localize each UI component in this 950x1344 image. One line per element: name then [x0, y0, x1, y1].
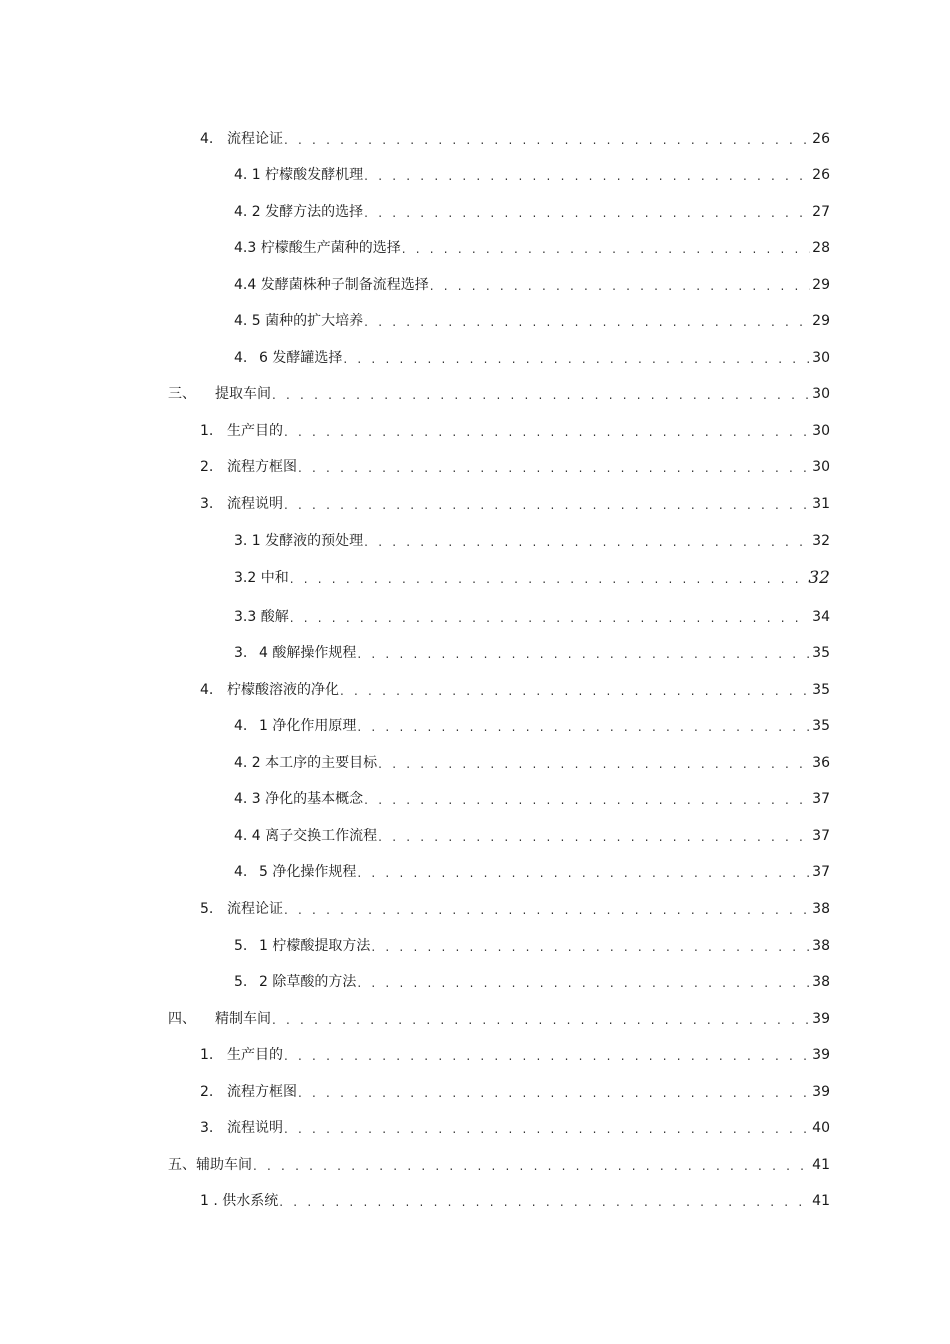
- toc-entry-page: 30: [812, 350, 830, 366]
- toc-entry-title: 3. 1 发酵液的预处理: [234, 533, 364, 549]
- dot-leader: [357, 865, 810, 881]
- toc-entry[interactable]: [168, 1004, 830, 1028]
- toc-entry-page: 30: [812, 386, 830, 402]
- toc-entry-title: 流程说明: [227, 1120, 283, 1136]
- toc-entry-page: 41: [812, 1193, 830, 1209]
- dot-leader: [284, 1048, 810, 1064]
- toc-entry-number: 5.: [200, 901, 214, 917]
- toc-entry-page: 30: [812, 459, 830, 475]
- toc-entry[interactable]: [234, 233, 830, 257]
- toc-entry-title: 4.4 发酵菌株种子制备流程选择: [234, 277, 429, 293]
- toc-entry-title: 流程方框图: [227, 1084, 297, 1100]
- toc-entry-title: 2 除草酸的方法: [259, 974, 357, 990]
- toc-entry[interactable]: [200, 489, 830, 513]
- toc-entry-title: 4. 2 发酵方法的选择: [234, 204, 364, 220]
- dot-leader: [357, 719, 810, 735]
- toc-entry-page: 35: [812, 718, 830, 734]
- toc-entry-page: 32: [808, 568, 830, 588]
- toc-entry-page: 32: [812, 533, 830, 549]
- toc-entry-title: 6 发酵罐选择: [259, 350, 343, 366]
- dot-leader: [402, 241, 810, 257]
- toc-entry[interactable]: [234, 526, 830, 550]
- toc-entry-number: 4.: [234, 864, 248, 880]
- toc-entry-title: 4. 3 净化的基本概念: [234, 791, 364, 807]
- toc-entry[interactable]: [234, 857, 830, 881]
- dot-leader: [298, 460, 810, 476]
- toc-entry-title: 4. 5 菌种的扩大培养: [234, 313, 364, 329]
- toc-entry[interactable]: [234, 160, 830, 184]
- dot-leader: [272, 387, 810, 403]
- toc-entry-title: 3.2 中和: [234, 570, 289, 586]
- toc-entry[interactable]: [200, 1186, 830, 1210]
- toc-entry[interactable]: [234, 270, 830, 294]
- dot-leader: [357, 646, 810, 662]
- toc-entry-number: 5.: [234, 974, 248, 990]
- toc-entry-title: 五、辅助车间: [168, 1157, 252, 1173]
- toc-entry[interactable]: [234, 748, 830, 772]
- toc-entry-number: 2.: [200, 1084, 214, 1100]
- toc-entry-title: 生产目的: [227, 1047, 283, 1063]
- toc-entry-title: 柠檬酸溶液的净化: [227, 682, 339, 698]
- dot-leader: [371, 939, 810, 955]
- toc-entry[interactable]: [200, 675, 830, 699]
- toc-entry-page: 27: [812, 204, 830, 220]
- toc-entry-title: 3.3 酸解: [234, 609, 289, 625]
- toc-entry-number: 1.: [200, 1047, 214, 1063]
- toc-entry[interactable]: [234, 343, 830, 367]
- dot-leader: [279, 1194, 810, 1210]
- toc-entry[interactable]: [234, 563, 830, 587]
- toc-entry-page: 35: [812, 645, 830, 661]
- toc-entry[interactable]: [234, 306, 830, 330]
- toc-entry-number: 3.: [200, 496, 214, 512]
- dot-leader: [284, 1121, 810, 1137]
- toc-entry-number: 1.: [200, 423, 214, 439]
- toc-entry-page: 38: [812, 938, 830, 954]
- toc-entry-number: 4.: [234, 718, 248, 734]
- toc-entry-number: 三、: [168, 386, 196, 402]
- toc-entry-title: 流程论证: [227, 131, 283, 147]
- toc-entry-page: 26: [812, 131, 830, 147]
- dot-leader: [364, 534, 810, 550]
- dot-leader: [364, 205, 810, 221]
- toc-entry-title: 1 . 供水系统: [200, 1193, 279, 1209]
- toc-entry-page: 29: [812, 313, 830, 329]
- dot-leader: [290, 571, 807, 587]
- dot-leader: [284, 497, 810, 513]
- toc-entry-page: 38: [812, 901, 830, 917]
- toc-entry-title: 4. 4 离子交换工作流程: [234, 828, 378, 844]
- toc-entry-title: 1 净化作用原理: [259, 718, 357, 734]
- toc-entry-page: 31: [812, 496, 830, 512]
- toc-entry-title: 4. 1 柠檬酸发酵机理: [234, 167, 364, 183]
- dot-leader: [284, 902, 810, 918]
- toc-entry[interactable]: [200, 894, 830, 918]
- dot-leader: [284, 424, 810, 440]
- toc-entry[interactable]: [168, 1150, 830, 1174]
- toc-entry-number: 3.: [234, 645, 248, 661]
- dot-leader: [253, 1158, 810, 1174]
- toc-entry-number: 5.: [234, 938, 248, 954]
- toc-entry-number: 3.: [200, 1120, 214, 1136]
- toc-entry[interactable]: [234, 197, 830, 221]
- toc-entry-number: 4.: [200, 131, 214, 147]
- toc-entry[interactable]: [200, 1113, 830, 1137]
- toc-entry-title: 提取车间: [215, 386, 271, 402]
- dot-leader: [364, 168, 810, 184]
- toc-entry[interactable]: [234, 931, 830, 955]
- dot-leader: [284, 132, 810, 148]
- toc-entry-number: 2.: [200, 459, 214, 475]
- toc-entry-page: 38: [812, 974, 830, 990]
- toc-entry[interactable]: [200, 1040, 830, 1064]
- toc-entry-title: 流程论证: [227, 901, 283, 917]
- dot-leader: [298, 1085, 810, 1101]
- toc-entry[interactable]: [234, 967, 830, 991]
- toc-entry-page: 40: [812, 1120, 830, 1136]
- toc-entry-title: 流程说明: [227, 496, 283, 512]
- toc-entry-page: 39: [812, 1011, 830, 1027]
- toc-entry[interactable]: [234, 821, 830, 845]
- dot-leader: [357, 975, 810, 991]
- toc-entry[interactable]: [200, 452, 830, 476]
- toc-entry-page: 41: [812, 1157, 830, 1173]
- dot-leader: [364, 792, 810, 808]
- dot-leader: [340, 683, 810, 699]
- toc-entry-number: 四、: [168, 1011, 196, 1027]
- toc-entry-page: 30: [812, 423, 830, 439]
- toc-entry-title: 5 净化操作规程: [259, 864, 357, 880]
- toc-entry-title: 1 柠檬酸提取方法: [259, 938, 371, 954]
- toc-entry-page: 35: [812, 682, 830, 698]
- dot-leader: [378, 756, 810, 772]
- toc-entry-page: 37: [812, 791, 830, 807]
- toc-entry[interactable]: [234, 711, 830, 735]
- toc-entry-title: 4.3 柠檬酸生产菌种的选择: [234, 240, 401, 256]
- dot-leader: [430, 278, 810, 294]
- toc-entry[interactable]: [234, 602, 830, 626]
- toc-entry-number: 4.: [234, 350, 248, 366]
- toc-entry-title: 精制车间: [215, 1011, 271, 1027]
- dot-leader: [272, 1012, 810, 1028]
- toc-entry-title: 流程方框图: [227, 459, 297, 475]
- toc-entry-page: 28: [812, 240, 830, 256]
- toc-entry-page: 26: [812, 167, 830, 183]
- toc-entry-title: 生产目的: [227, 423, 283, 439]
- toc-entry[interactable]: [200, 1077, 830, 1101]
- toc-entry-title: 4 酸解操作规程: [259, 645, 357, 661]
- toc-entry-page: 37: [812, 864, 830, 880]
- toc-entry[interactable]: [168, 379, 830, 403]
- toc-entry-page: 37: [812, 828, 830, 844]
- toc-entry-page: 34: [812, 609, 830, 625]
- toc-entry-page: 36: [812, 755, 830, 771]
- dot-leader: [378, 829, 810, 845]
- toc-entry[interactable]: [234, 638, 830, 662]
- dot-leader: [364, 314, 810, 330]
- toc-entry[interactable]: [234, 784, 830, 808]
- dot-leader: [343, 351, 810, 367]
- toc-entry[interactable]: [200, 124, 830, 148]
- toc-entry-page: 29: [812, 277, 830, 293]
- toc-entry-number: 4.: [200, 682, 214, 698]
- toc-entry-page: 39: [812, 1084, 830, 1100]
- dot-leader: [290, 610, 810, 626]
- toc-entry-page: 39: [812, 1047, 830, 1063]
- toc-entry-title: 4. 2 本工序的主要目标: [234, 755, 378, 771]
- toc-entry[interactable]: [200, 416, 830, 440]
